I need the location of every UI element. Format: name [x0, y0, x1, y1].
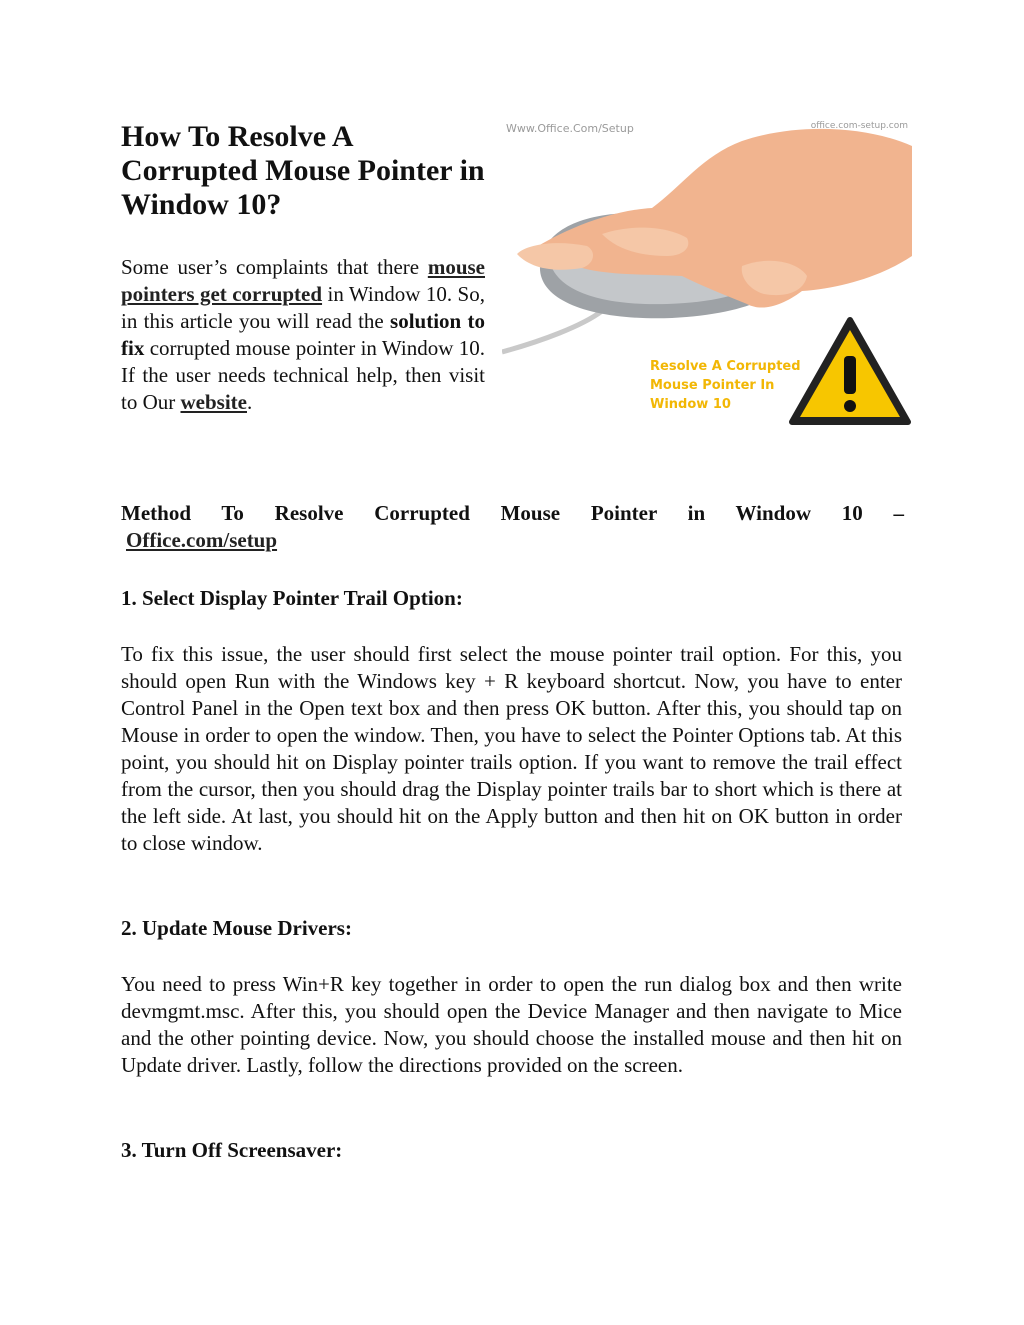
- office-setup-link[interactable]: Office.com/setup: [126, 528, 278, 552]
- intro-text-2: in Window 10. So, in this article you will read the: [121, 282, 485, 333]
- section-1-heading: 1. Select Display Pointer Trail Option:: [121, 586, 463, 610]
- page-title: How To Resolve A Corrupted Mouse Pointer in Window 10?: [121, 120, 485, 221]
- intro-text-3: corrupted mouse pointer in Window 10. If the user needs technical help, then visit to Our: [121, 336, 485, 414]
- intro-paragraph: [121, 254, 485, 416]
- section-2-heading: 2. Update Mouse Drivers:: [121, 916, 352, 940]
- method-link-line: [126, 527, 277, 554]
- intro-text-1: Some user’s complaints that there: [121, 255, 428, 279]
- method-heading: Method To Resolve Corrupted Mouse Pointer in Window 10 –: [121, 501, 904, 525]
- section-2-body: You need to press Win+R key together in order to open the run dialog box and then write devmgmt.msc. After this, you should open the Device Manager and then navigate to Mice and the other pointing device. Now, you should choose the installed mouse and then hit on Update driver. Lastly, follow the directions provided on the screen.: [121, 972, 902, 1077]
- hero-caption-line-1: Resolve A Corrupted: [650, 359, 801, 374]
- hero-watermark-left: Www.Office.Com/Setup: [506, 122, 634, 135]
- hero-caption-line-3: Window 10: [650, 397, 731, 412]
- intro-text-4: .: [247, 390, 253, 414]
- section-1-body: To fix this issue, the user should first select the mouse pointer trail option. For this, you should open Run with the Windows key + R keyboard shortcut. Now, you have to enter Control Panel in the Open text box and then press OK button. After this, you should tap on Mouse in order to open the window. Then, you have to select the Pointer Options tab. At this point, you should hit on Display pointer trails option. If you want to remove the trail effect from the cursor, then you should drag the Display pointer trails bar to short which is there at the left side. At last, you should hit on the Apply button and then hit on OK button in order to close window.: [121, 642, 902, 855]
- section-3-heading: 3. Turn Off Screensaver:: [121, 1138, 343, 1162]
- website-link[interactable]: website: [180, 390, 247, 414]
- intro-bold-text: solution to fix: [121, 309, 486, 360]
- hero-caption-line-2: Mouse Pointer In: [650, 378, 775, 393]
- mouse-pointers-link[interactable]: mouse pointers get corrupted: [121, 255, 485, 306]
- hero-watermark-right: office.com-setup.com: [810, 121, 908, 131]
- mouse-warning-image: [502, 116, 912, 428]
